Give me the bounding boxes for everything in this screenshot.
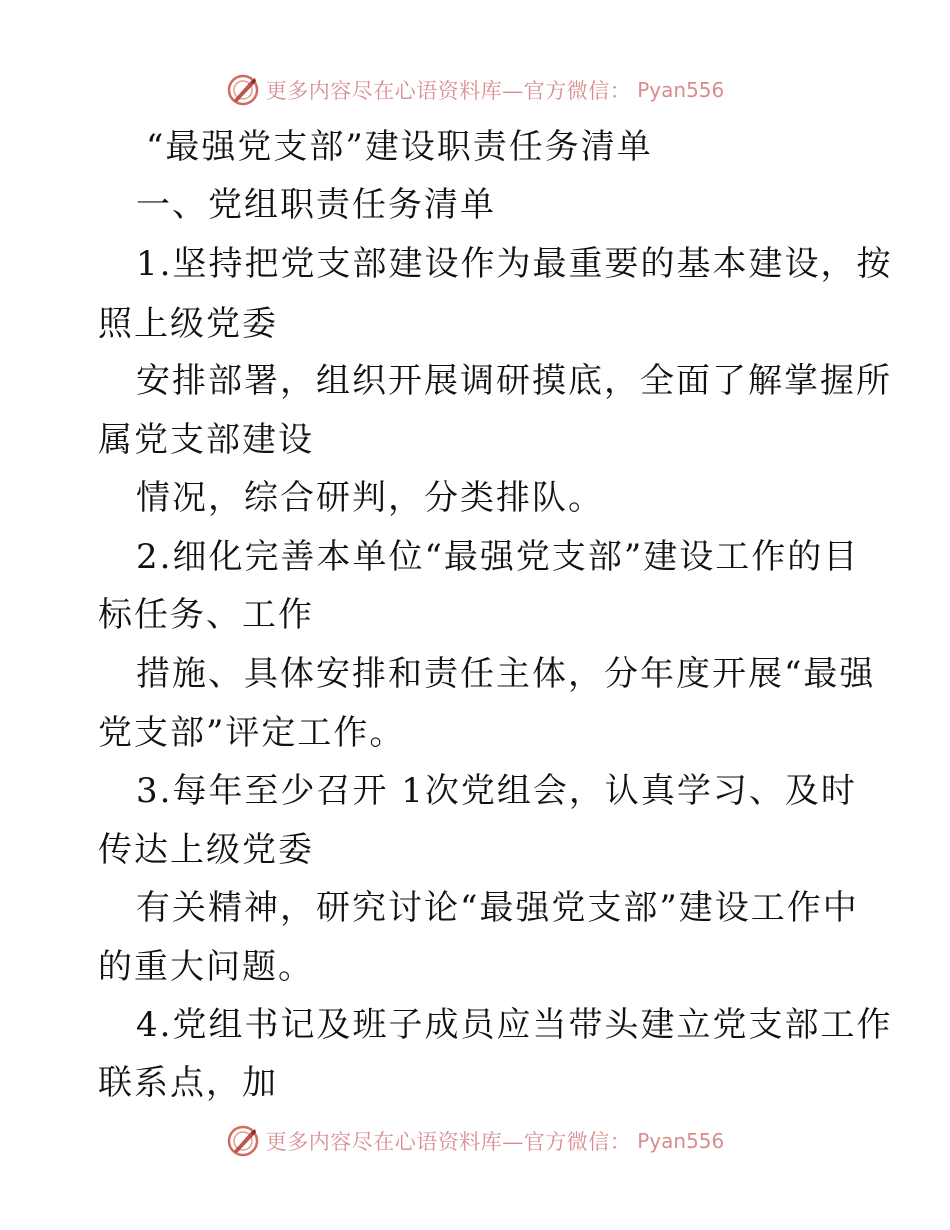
header-watermark xyxy=(0,70,950,110)
document-title: “最强党支部”建设职责任务清单 xyxy=(146,127,653,167)
paragraph-line: 安排部署，组织开展调研摸底，全面了解掌握所 xyxy=(136,361,892,401)
quill-pen-logo-icon xyxy=(226,73,260,107)
paragraph-line: 有关精神，研究讨论“最强党支部”建设工作中 xyxy=(136,888,859,928)
watermark-text: 更多内容尽在心语资料库—官方微信： xyxy=(265,79,632,103)
watermark-text: 更多内容尽在心语资料库—官方微信： xyxy=(265,1130,632,1154)
paragraph-line: 联系点，加 xyxy=(98,1063,278,1103)
paragraph-line: 照上级党委 xyxy=(98,304,278,344)
paragraph-line: 属党支部建设 xyxy=(98,420,314,460)
watermark-wechat-id: Pyan556 xyxy=(637,78,725,102)
paragraph-line: 措施、具体安排和责任主体，分年度开展“最强 xyxy=(136,654,876,694)
quill-pen-logo-icon xyxy=(226,1124,260,1158)
paragraph-line: 情况，综合研判，分类排队。 xyxy=(136,478,604,518)
watermark-wechat-id: Pyan556 xyxy=(637,1129,725,1153)
paragraph-line: 2.细化完善本单位“最强党支部”建设工作的目 xyxy=(136,537,860,577)
paragraph-line: 的重大问题。 xyxy=(98,947,314,987)
paragraph-line: 3.每年至少召开 1次党组会，认真学习、及时 xyxy=(136,771,857,811)
section-heading: 一、党组职责任务清单 xyxy=(136,185,496,225)
paragraph-line: 党支部”评定工作。 xyxy=(98,713,406,753)
paragraph-line: 标任务、工作 xyxy=(98,595,314,635)
footer-watermark xyxy=(0,1121,950,1161)
paragraph-line: 传达上级党委 xyxy=(98,830,314,870)
paragraph-line: 1.坚持把党支部建设作为最重要的基本建设，按 xyxy=(136,244,893,284)
paragraph-line: 4.党组书记及班子成员应当带头建立党支部工作 xyxy=(136,1005,893,1045)
